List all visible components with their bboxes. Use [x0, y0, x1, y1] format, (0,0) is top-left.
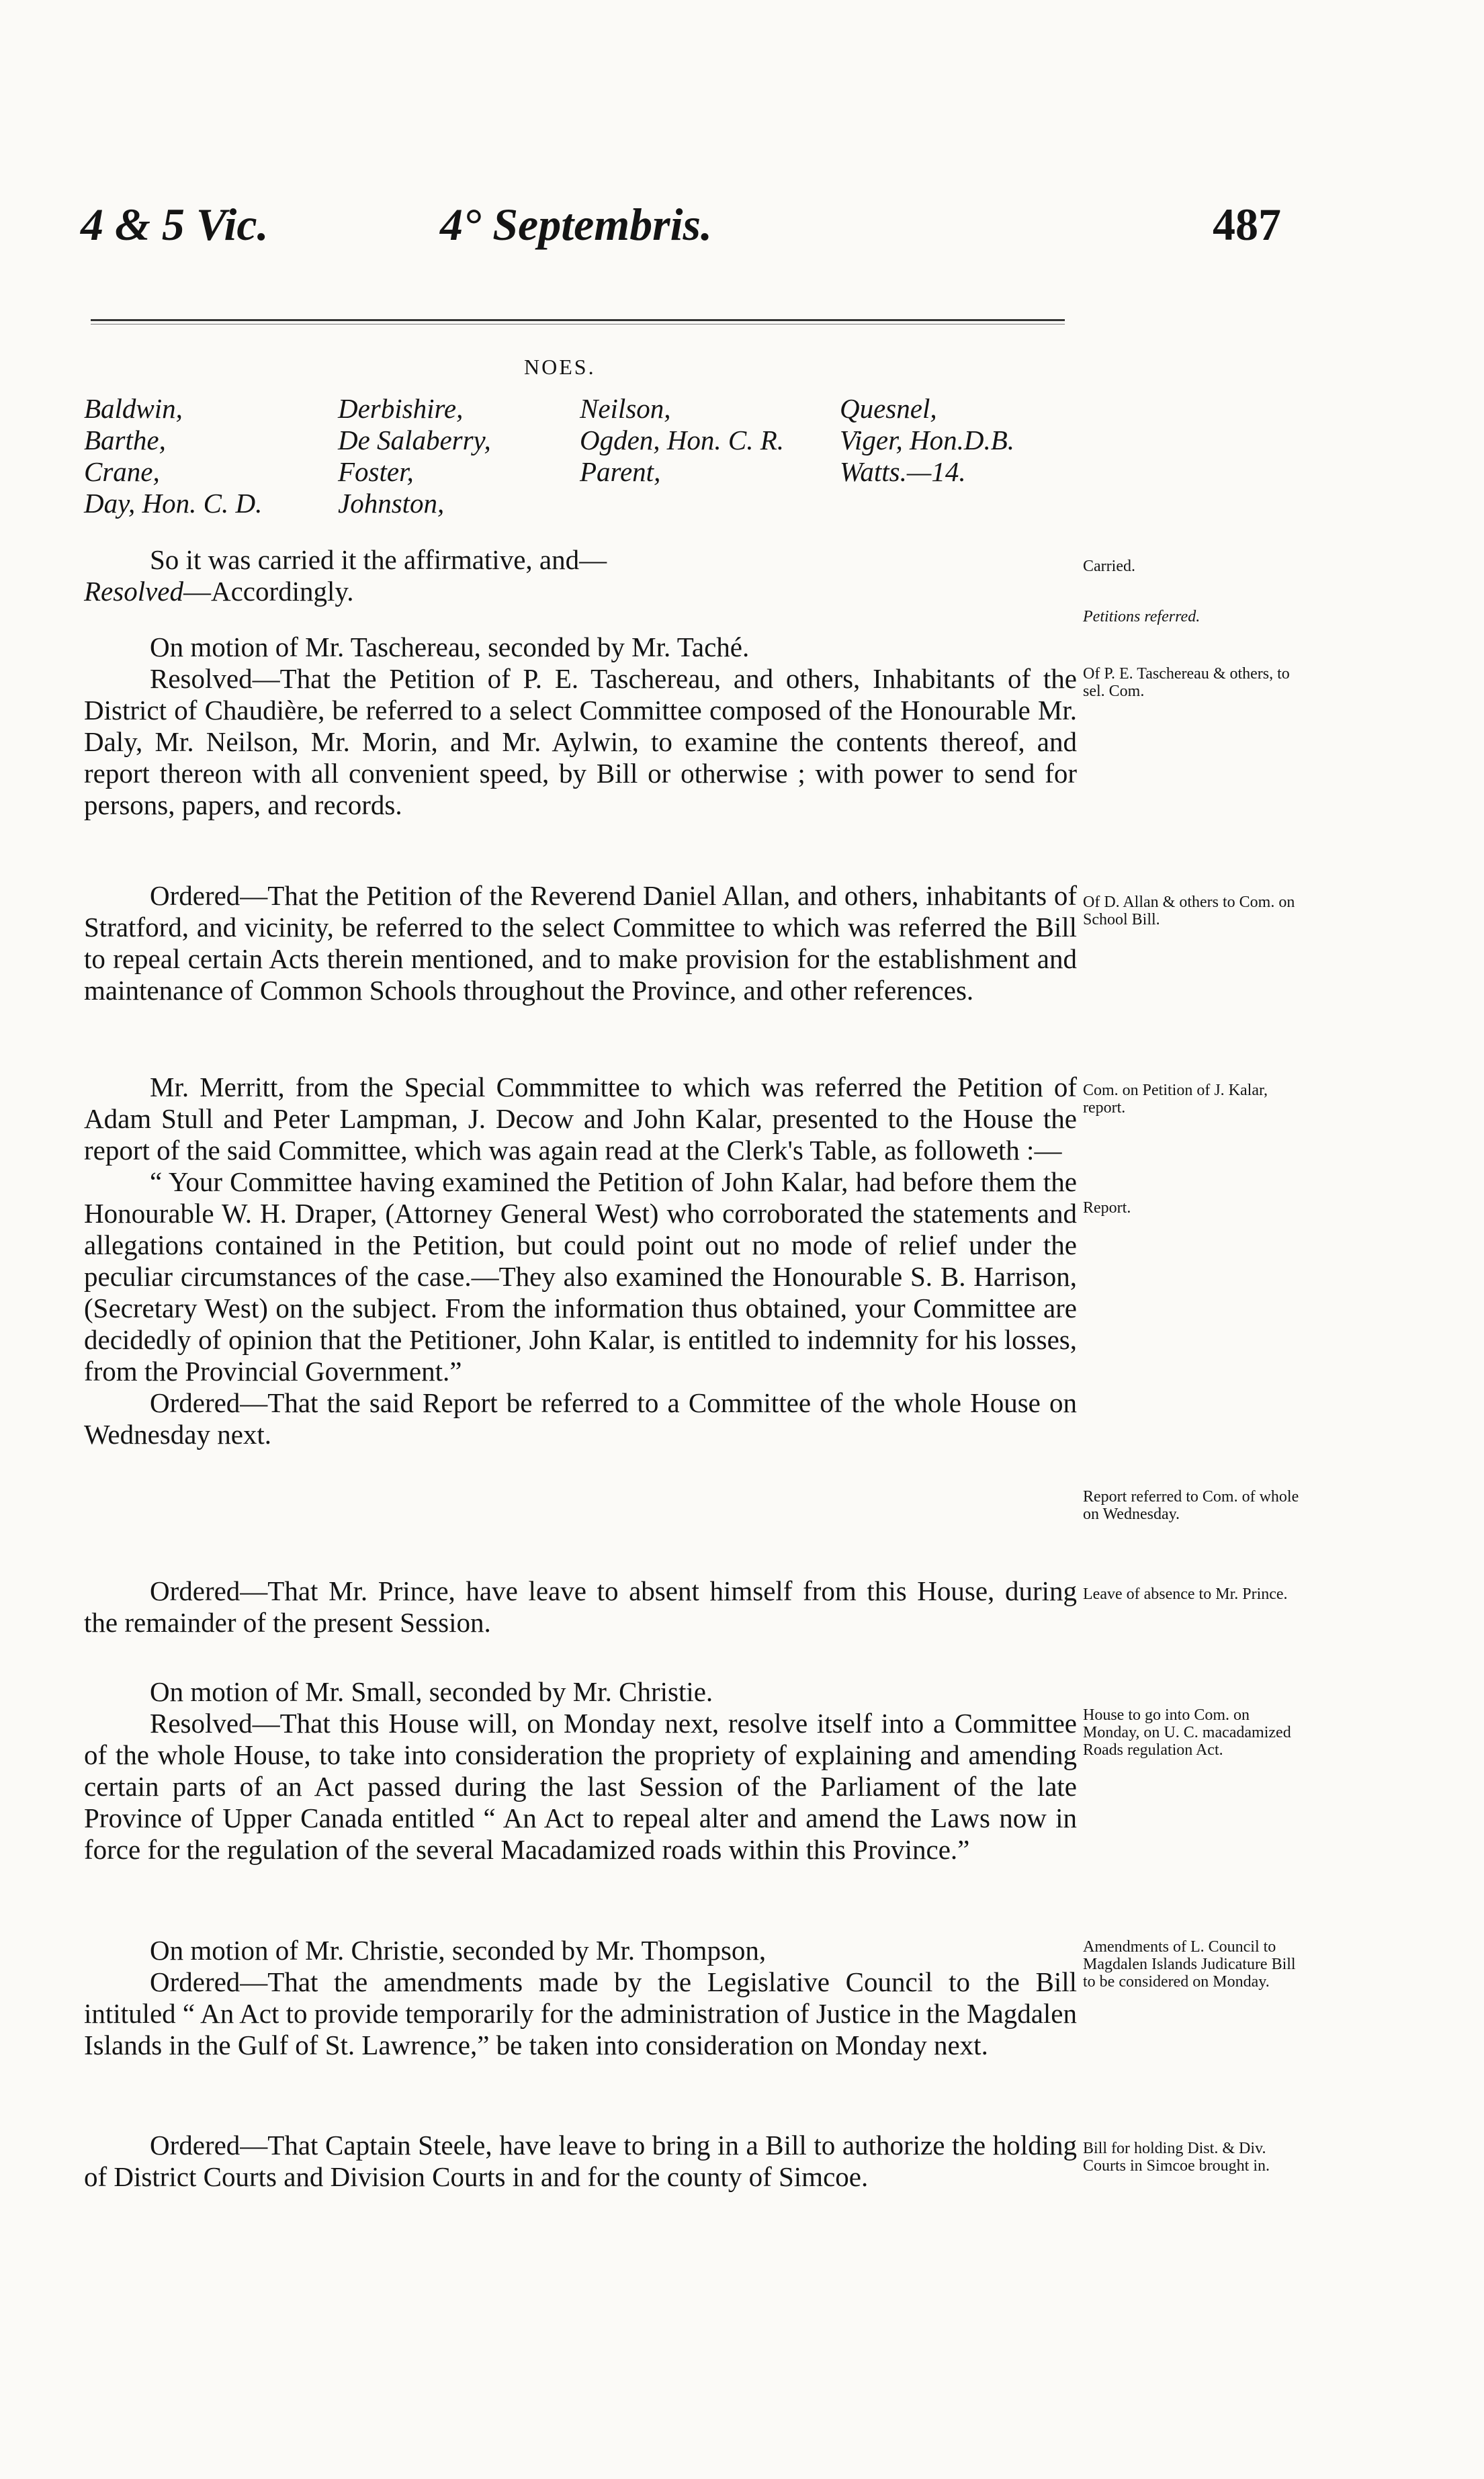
report-intro: Mr. Merritt, from the Special Commmittee to which was referred the Petition of Adam Stull and Peter Lampman, J. Decow and John Kalar, presented to the House the report of the said Committee, which was again read at the Clerk's Table, as followeth :— — [84, 1072, 1077, 1166]
noes-name: Derbishire, — [338, 393, 464, 424]
noes-row — [84, 456, 1092, 488]
prince-leave — [84, 1575, 1077, 1639]
order-text: Ordered—That Mr. Prince, have leave to absent himself from this House, during the remainder of the present Session. — [84, 1575, 1077, 1638]
motion-intro: On motion of Mr. Taschereau, seconded by Mr. Taché. — [150, 632, 750, 662]
noes-row — [84, 425, 1092, 456]
motion-intro: On motion of Mr. Christie, seconded by Mr. Thompson, — [150, 1935, 767, 1966]
order-text: Ordered—That Captain Steele, have leave to bring in a Bill to authorize the holding of District Courts and Division Courts in and for the county of Simcoe. — [84, 2130, 1077, 2192]
noes-row — [84, 393, 1092, 425]
order-text: Ordered—That the Petition of the Reverend Daniel Allan, and others, inhabitants of Stratford, and vicinity, be referred to the select Committee to which was referred the Bill to repeal certain Acts therein mentioned, and to make provision for the establishment and maintenance of Common Schools throughout the Province, and other references. — [84, 880, 1077, 1006]
margin-note-carried: Carried. — [1083, 558, 1135, 575]
margin-note-allan: Of D. Allan & others to Com. on School Bill. — [1083, 894, 1295, 928]
order-text: Ordered—That the amendments made by the Legislative Council to the Bill intituled “ An Act to provide temporarily for the administration of Justice in the Magdalen Islands in the Gulf of St. Lawrence,” be taken into consideration on Monday next. — [84, 1966, 1077, 2060]
margin-note-taschereau: Of P. E. Taschereau & others, to sel. Com. — [1083, 665, 1290, 700]
margin-note-leave: Leave of absence to Mr. Prince. — [1083, 1585, 1288, 1603]
resolved-text: —Accordingly. — [183, 576, 354, 607]
resolved-line — [84, 576, 1077, 607]
noes-name: Foster, — [338, 456, 414, 487]
noes-name: De Salaberry, — [338, 425, 491, 455]
margin-note-petitions: Petitions referred. — [1083, 608, 1201, 625]
noes-name: Neilson, — [580, 393, 671, 424]
session-heading: 4 & 5 Vic. — [81, 199, 269, 250]
report-order: Ordered—That the said Report be referred to a Committee of the whole House on Wednesday next. — [84, 1387, 1077, 1450]
margin-note-house: House to go into Com. on Monday, on U. C. macadamized Roads regulation Act. — [1083, 1706, 1291, 1759]
noes-row — [84, 488, 1092, 519]
margin-note-bill: Bill for holding Dist. & Div. Courts in Simcoe brought in. — [1083, 2140, 1270, 2175]
motion-intro: On motion of Mr. Small, seconded by Mr. Christie. — [150, 1676, 713, 1707]
small-motion — [84, 1676, 1077, 1866]
carried-line: So it was carried it the affirmative, and— — [150, 544, 607, 575]
resolved-label: Resolved — [84, 576, 183, 607]
merritt-report — [84, 1072, 1077, 1450]
carried-block — [84, 544, 1077, 607]
noes-heading: NOES. — [524, 355, 596, 379]
taschereau-petition — [84, 632, 1077, 821]
page-number: 487 — [1213, 199, 1281, 250]
noes-name: Johnston, — [338, 488, 445, 519]
margin-note-kalar: Com. on Petition of J. Kalar, report. — [1083, 1082, 1268, 1117]
margin-note-report: Report. — [1083, 1199, 1131, 1217]
margin-note-report-referred: Report referred to Com. of whole on Wednesday. — [1083, 1488, 1299, 1523]
christie-motion — [84, 1935, 1077, 2061]
noes-name: Viger, Hon.D.B. — [840, 425, 1015, 455]
margin-note-amendments: Amendments of L. Council to Magdalen Islands Judicature Bill to be considered on Monday. — [1083, 1938, 1296, 1991]
noes-name: Ogden, Hon. C. R. — [580, 425, 785, 455]
noes-name: Baldwin, — [84, 393, 183, 424]
header-rule — [91, 319, 1065, 321]
noes-name: Watts.—14. — [840, 456, 966, 487]
report-text: “ Your Committee having examined the Petition of John Kalar, had before them the Honourable W. H. Draper, (Attorney General West) who corroborated the statements and allegations contained in the Petition, but could point out no mode of relief under the peculiar circumstances of the case.—They also examined the Honourable S. B. Harrison, (Secretary West) on the subject. From the information thus obtained, your Committee are decidedly of opinion that the Petitioner, John Kalar, is entitled to indemnity for his losses, from the Provincial Government.” — [84, 1166, 1077, 1387]
noes-name: Crane, — [84, 456, 160, 487]
allan-petition — [84, 880, 1077, 1006]
steele-order — [84, 2130, 1077, 2193]
resolution-text: Resolved—That this House will, on Monday next, resolve itself into a Committee of the whole House, to take into consideration the propriety of explaining and amending certain parts of an Act passed during the last Session of the Parliament of the late Province of Upper Canada entitled “ An Act to repeal alter and amend the Laws now in force for the regulation of the several Macadamized roads within this Province.” — [84, 1708, 1077, 1865]
noes-name: Parent, — [580, 456, 661, 487]
noes-name: Barthe, — [84, 425, 166, 455]
noes-name: Quesnel, — [840, 393, 937, 424]
date-heading: 4° Septembris. — [440, 199, 712, 250]
noes-list — [84, 393, 1092, 519]
resolution-text: Resolved—That the Petition of P. E. Taschereau, and others, Inhabitants of the District of Chaudière, be referred to a select Committee composed of the Honourable Mr. Daly, Mr. Neilson, Mr. Morin, and Mr. Aylwin, to examine the contents thereof, and report thereon with all convenient speed, by Bill or otherwise ; with power to send for persons, papers, and records. — [84, 663, 1077, 820]
noes-name: Day, Hon. C. D. — [84, 488, 263, 519]
